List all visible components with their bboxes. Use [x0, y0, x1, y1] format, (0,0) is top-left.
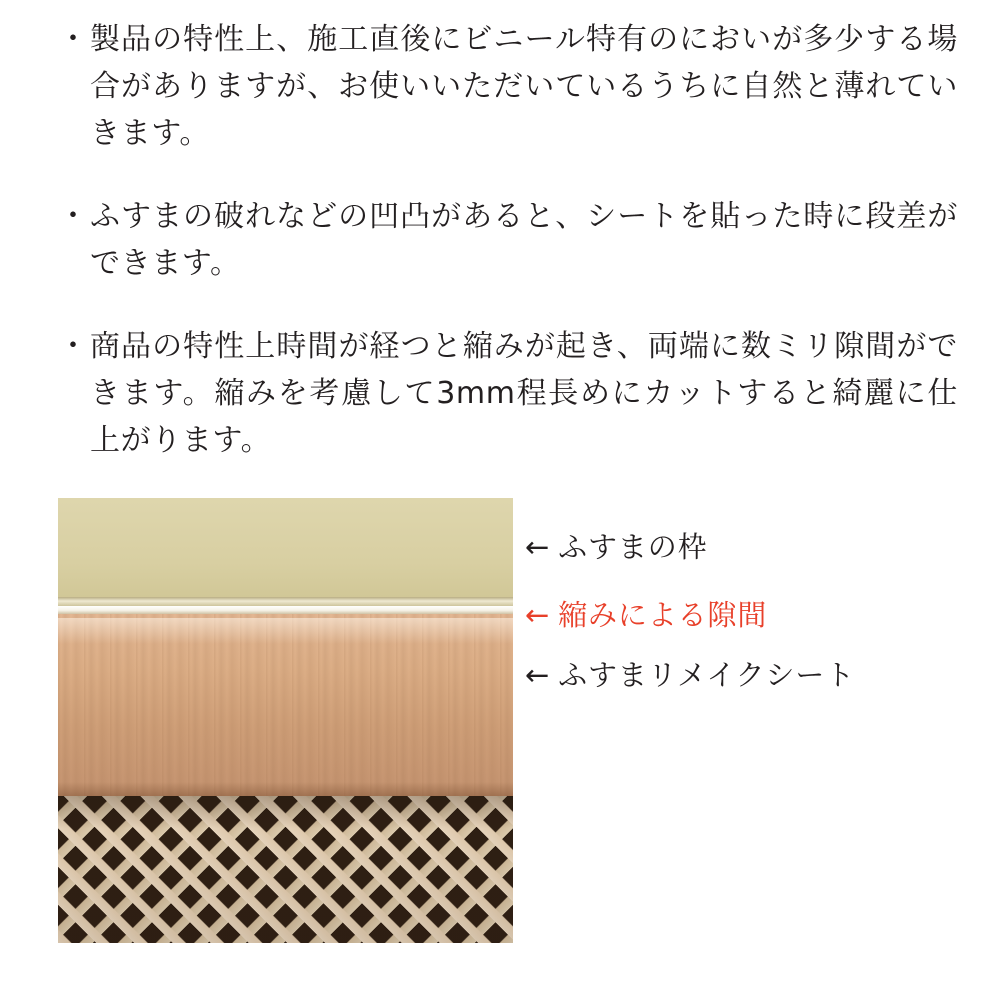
note-text: ふすまの破れなどの凹凸があると、シートを貼った時に段差ができます。 — [90, 199, 958, 281]
note-text: 商品の特性上時間が経つと縮みが起き、両端に数ミリ隙間ができます。縮みを考慮して3mm程長めにカットすると綺麗に仕上がります。 — [90, 329, 958, 458]
arrow-left-icon: ← — [525, 658, 551, 692]
note-item — [58, 193, 958, 287]
lattice-base-region — [58, 796, 513, 943]
callout-fusuma-frame — [525, 530, 708, 564]
shrink-gap-region — [58, 606, 513, 614]
callout-shrink-gap — [525, 598, 767, 632]
bullet-icon: ・ — [58, 199, 88, 234]
arrow-left-icon: ← — [525, 530, 551, 564]
note-item — [58, 16, 958, 157]
callout-label-text: ふすまの枠 — [558, 530, 708, 564]
fusuma-frame-region — [58, 498, 513, 606]
bullet-icon: ・ — [58, 329, 88, 364]
note-item — [58, 323, 958, 464]
notes-list — [58, 16, 958, 464]
callout-remake-sheet — [525, 658, 855, 692]
sheet-highlight — [58, 618, 513, 644]
lattice-shading — [58, 796, 513, 943]
note-text: 製品の特性上、施工直後にビニール特有のにおいが多少する場合がありますが、お使いいただいているうちに自然と薄れていきます。 — [90, 22, 958, 151]
callout-label-text: 縮みによる隙間 — [558, 598, 768, 632]
arrow-left-icon: ← — [525, 598, 551, 632]
callout-label-text: ふすまリメイクシート — [558, 658, 856, 692]
remake-sheet-region — [58, 614, 513, 796]
frame-edge — [58, 597, 513, 606]
bullet-icon: ・ — [58, 22, 88, 57]
cross-section-photo — [58, 498, 513, 943]
